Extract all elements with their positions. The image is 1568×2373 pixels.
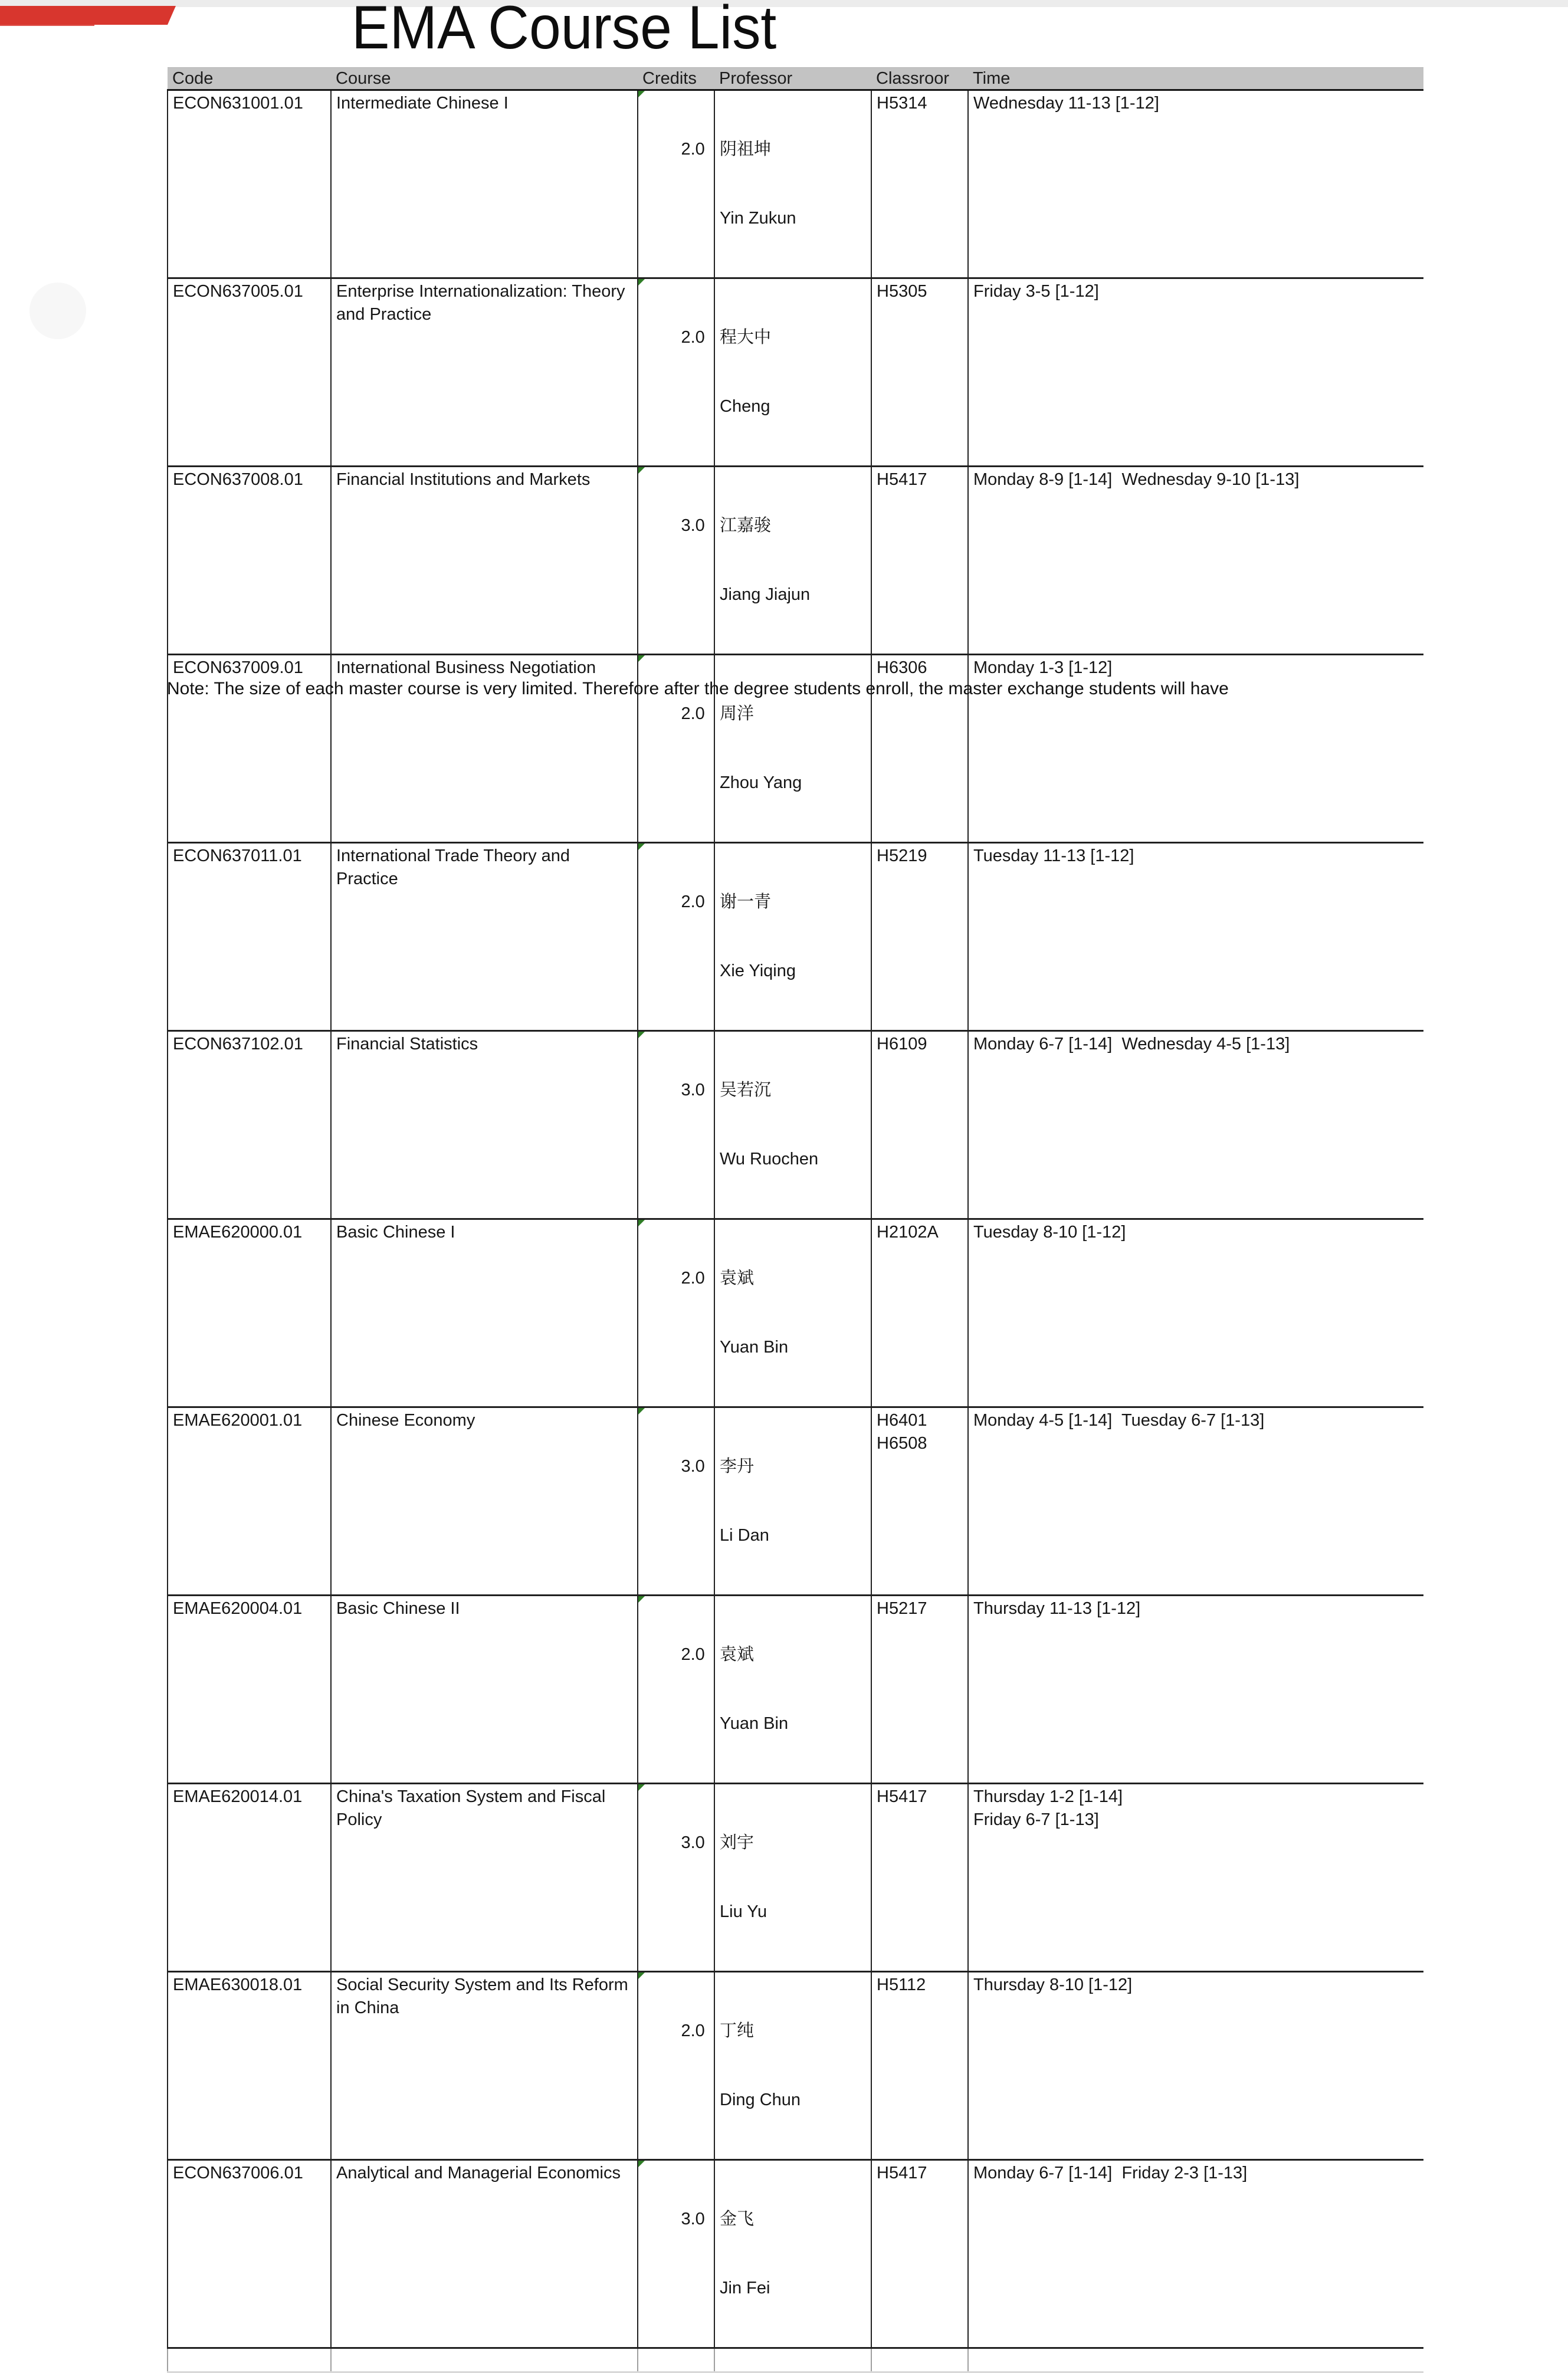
cell-professor [714,1784,871,1972]
cell-course: Financial Statistics [331,1031,638,1219]
header-time: Time [968,68,1423,90]
cell-classroom: H5219 [871,843,968,1031]
cell-professor [714,1219,871,1407]
cell-credits [638,467,714,655]
professor-name-en: Yin Zukun [720,209,796,228]
cell-credits [638,1596,714,1784]
cell-flag-icon [638,843,645,850]
professor-name-cn: 阴祖坤 [720,140,772,159]
table-row [168,2160,1423,2348]
cell-course: Social Security System and Its Reform in China [331,1972,638,2160]
cell-course: Basic Chinese I [331,1219,638,1407]
credits-value: 2.0 [681,1645,705,1664]
professor-name-cn: 丁纯 [720,2021,755,2040]
cell-flag-icon [638,1784,645,1791]
table-row [168,1972,1423,2160]
cell-credits [638,278,714,467]
table-row [168,90,1423,278]
professor-name-en: Jiang Jiajun [720,585,811,604]
table-row [168,843,1423,1031]
cell-credits [638,843,714,1031]
table-row [168,1219,1423,1407]
professor-name-en: Jin Fei [720,2279,770,2297]
cell-time: Wednesday 11-13 [1-12] [968,90,1423,278]
red-banner-shadow [0,24,94,26]
cell-professor [714,843,871,1031]
credits-value: 2.0 [681,704,705,723]
cell-course: China's Taxation System and Fiscal Policy [331,1784,638,1972]
cell-flag-icon [638,1972,645,1979]
top-gray-strip [0,0,1568,7]
cell-classroom: H5314 [871,90,968,278]
cell-course: Financial Institutions and Markets [331,467,638,655]
cell-code: EMAE620004.01 [168,1596,331,1784]
table-row [168,1596,1423,1784]
cell-classroom: H5417 [871,467,968,655]
cell-classroom: H6401 H6508 [871,1407,968,1596]
professor-name-cn: 李丹 [720,1457,755,1476]
cell-professor [714,1596,871,1784]
cell-professor [714,1972,871,2160]
cell-course: Basic Chinese II [331,1596,638,1784]
cell-code: ECON637011.01 [168,843,331,1031]
cell-classroom: H5112 [871,1972,968,2160]
cell-credits [638,1784,714,1972]
cell-credits [638,1031,714,1219]
cell-classroom: H5305 [871,278,968,467]
table-row [168,467,1423,655]
cell-time: Thursday 1-2 [1-14] Friday 6-7 [1-13] [968,1784,1423,1972]
cell-professor [714,90,871,278]
cell-flag-icon [638,1032,645,1038]
cell-classroom: H2102A [871,1219,968,1407]
cell-course: International Trade Theory and Practice [331,843,638,1031]
page-title: EMA Course List [352,0,777,62]
credits-value: 3.0 [681,1081,705,1099]
empty-row [168,2348,1423,2372]
professor-name-en: Xie Yiqing [720,961,796,980]
professor-name-en: Yuan Bin [720,1338,789,1357]
course-table-header [168,68,1423,90]
cell-credits [638,2160,714,2348]
professor-name-cn: 谢一青 [720,892,772,911]
cell-time: Thursday 8-10 [1-12] [968,1972,1423,2160]
cell-code: ECON637009.01 [168,655,331,843]
cell-code: ECON637102.01 [168,1031,331,1219]
professor-name-cn: 江嘉骏 [720,516,772,535]
cell-flag-icon [638,467,645,474]
credits-value: 3.0 [681,2210,705,2228]
header-credits: Credits [638,68,714,90]
cell-code: ECON631001.01 [168,90,331,278]
professor-name-en: Li Dan [720,1526,769,1545]
cell-flag-icon [638,1220,645,1226]
professor-name-en: Liu Yu [720,1902,767,1921]
cell-code: EMAE620014.01 [168,1784,331,1972]
cell-time: Monday 8-9 [1-14] Wednesday 9-10 [1-13] [968,467,1423,655]
cell-time: Monday 1-3 [1-12] [968,655,1423,843]
cell-time: Monday 4-5 [1-14] Tuesday 6-7 [1-13] [968,1407,1423,1596]
professor-name-en: Wu Ruochen [720,1150,819,1169]
cell-classroom: H5217 [871,1596,968,1784]
cell-classroom: H6306 [871,655,968,843]
cell-flag-icon [638,655,645,662]
cell-code: EMAE630018.01 [168,1972,331,2160]
credits-value: 2.0 [681,892,705,911]
cell-course: Intermediate Chinese I [331,90,638,278]
cell-code: ECON637005.01 [168,278,331,467]
cell-code: ECON637006.01 [168,2160,331,2348]
header-row [168,68,1423,90]
course-table-rows [168,90,1423,2372]
professor-name-en: Cheng [720,397,770,416]
cell-code: EMAE620001.01 [168,1407,331,1596]
credits-value: 2.0 [681,328,705,347]
cell-time: Monday 6-7 [1-14] Friday 2-3 [1-13] [968,2160,1423,2348]
table-row [168,278,1423,467]
cell-credits [638,1972,714,2160]
professor-name-en: Zhou Yang [720,773,802,792]
credits-value: 3.0 [681,516,705,535]
cell-code: EMAE620000.01 [168,1219,331,1407]
course-table [167,67,1423,2373]
cell-flag-icon [638,1408,645,1414]
cell-time: Tuesday 8-10 [1-12] [968,1219,1423,1407]
cell-code: ECON637008.01 [168,467,331,655]
cell-course: Analytical and Managerial Economics [331,2160,638,2348]
credits-value: 2.0 [681,2021,705,2040]
table-row [168,1407,1423,1596]
professor-name-cn: 金飞 [720,2210,755,2228]
professor-name-en: Ding Chun [720,2090,801,2109]
cell-classroom: H5417 [871,1784,968,1972]
cell-course: Chinese Economy [331,1407,638,1596]
cell-classroom: H5417 [871,2160,968,2348]
header-classroom: Classroor [871,68,968,90]
credits-value: 3.0 [681,1833,705,1852]
professor-name-cn: 刘宇 [720,1833,755,1852]
header-code: Code [168,68,331,90]
credits-value: 3.0 [681,1457,705,1476]
cell-credits [638,1219,714,1407]
cell-professor [714,278,871,467]
cell-professor [714,1031,871,1219]
cell-professor [714,1407,871,1596]
cell-course: Enterprise Internationalization: Theory and Practice [331,278,638,467]
header-course: Course [331,68,638,90]
professor-name-cn: 吴若沉 [720,1081,772,1099]
faint-circle-decoration [29,283,86,339]
cell-time: Thursday 11-13 [1-12] [968,1596,1423,1784]
header-professor: Professor [714,68,871,90]
professor-name-en: Yuan Bin [720,1714,789,1733]
credits-value: 2.0 [681,1269,705,1288]
cell-professor [714,467,871,655]
cell-flag-icon [638,1596,645,1603]
cell-flag-icon [638,2161,645,2167]
professor-name-cn: 程大中 [720,328,772,347]
professor-name-cn: 袁斌 [720,1269,755,1288]
red-banner-shape [0,6,176,25]
credits-value: 2.0 [681,140,705,159]
cell-credits [638,90,714,278]
cell-professor [714,2160,871,2348]
professor-name-cn: 袁斌 [720,1645,755,1664]
professor-name-cn: 周洋 [720,704,755,723]
cell-classroom: H6109 [871,1031,968,1219]
cell-time: Monday 6-7 [1-14] Wednesday 4-5 [1-13] [968,1031,1423,1219]
cell-flag-icon [638,91,645,97]
cell-flag-icon [638,279,645,285]
cell-time: Tuesday 11-13 [1-12] [968,843,1423,1031]
table-row [168,1784,1423,1972]
cell-course: International Business Negotiation [331,655,638,843]
table-row [168,1031,1423,1219]
cell-credits [638,1407,714,1596]
cell-time: Friday 3-5 [1-12] [968,278,1423,467]
footer-note: Note: The size of each master course is very limited. Therefore after the degree students enroll, the master exchange students will have [167,679,1229,698]
